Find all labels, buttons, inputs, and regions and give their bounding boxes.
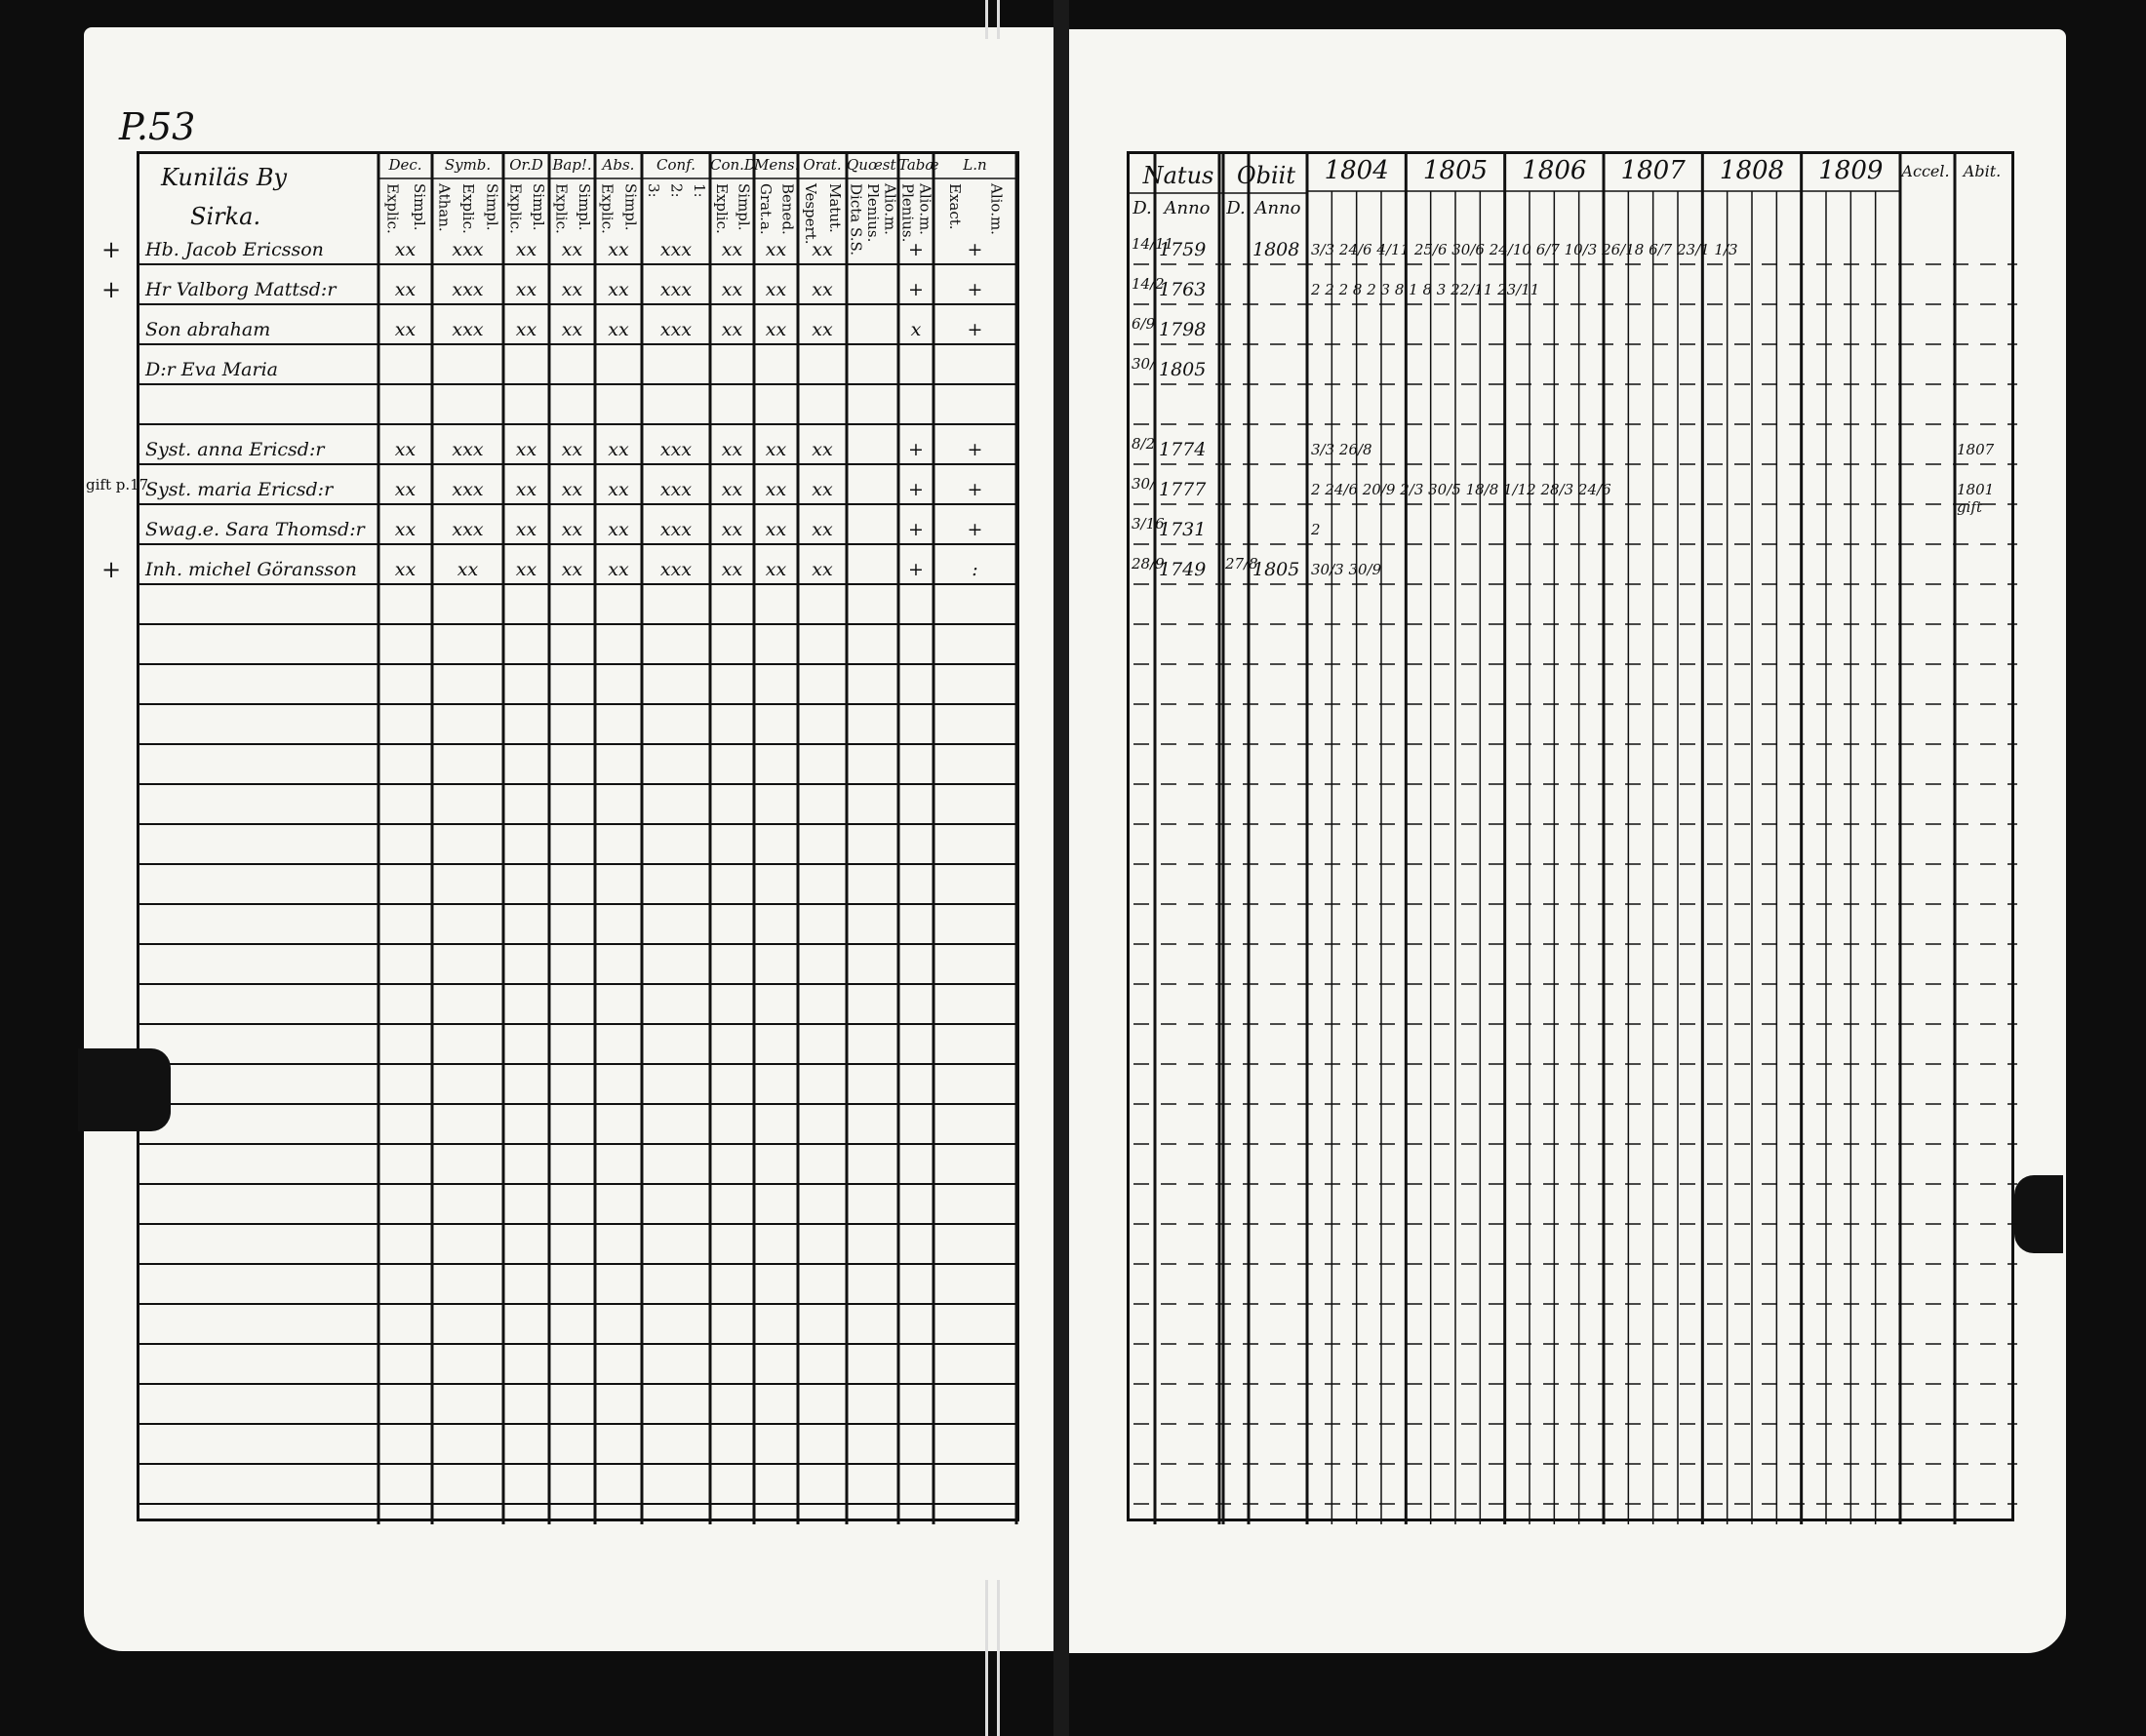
catechism-mark: xx	[394, 559, 417, 580]
birth-year: 1749	[1159, 559, 1207, 580]
column-subheader: Explic.	[712, 183, 731, 234]
catechism-mark: xxx	[659, 479, 693, 500]
abit-entry: 1807	[1957, 441, 1995, 458]
year-entries: 30/3 30/9	[1311, 561, 1382, 578]
column-subheader: Explic.	[598, 183, 616, 234]
catechism-mark: xxx	[659, 439, 693, 460]
death-year: 1808	[1252, 239, 1300, 260]
catechism-mark: +	[908, 279, 924, 300]
catechism-mark: xxx	[659, 519, 693, 540]
column-header-11: L.n	[963, 156, 987, 174]
obiit-header: Obiit	[1236, 162, 1296, 189]
page-clip	[2014, 1175, 2063, 1253]
catechism-mark: +	[908, 239, 924, 260]
catechism-mark: xx	[765, 559, 787, 580]
catechism-mark: xx	[812, 279, 833, 300]
margin-note: +	[101, 276, 122, 303]
column-header-5: Conf.	[656, 156, 695, 174]
column-subheader: Simpl.	[575, 183, 593, 231]
birth-year: 1805	[1159, 359, 1207, 380]
margin-note: +	[101, 556, 122, 583]
abit-header: Abit.	[1963, 162, 2002, 180]
birth-day: 30/	[1132, 475, 1156, 493]
catechism-mark: xx	[765, 319, 787, 340]
catechism-mark: xxx	[452, 239, 484, 260]
catechism-mark: xx	[394, 239, 417, 260]
catechism-mark: xx	[765, 279, 787, 300]
catechism-mark: xx	[561, 239, 583, 260]
catechetical-register-table	[137, 151, 1019, 1521]
binding-thread	[997, 0, 1000, 39]
catechism-mark: xx	[721, 559, 743, 580]
column-header-8: Orat.	[803, 156, 842, 174]
person-name: Syst. maria Ericsd:r	[145, 479, 334, 500]
catechism-mark: xx	[765, 479, 787, 500]
column-subheader: Simpl.	[410, 183, 428, 231]
column-header-0: Dec.	[388, 156, 422, 174]
catechism-mark: xx	[765, 519, 787, 540]
birth-year: 1798	[1159, 319, 1207, 340]
catechism-mark: xx	[515, 319, 537, 340]
catechism-mark: xx	[515, 239, 537, 260]
catechism-mark: xx	[394, 519, 417, 540]
catechism-mark: xx	[457, 559, 479, 580]
catechism-mark: xx	[608, 239, 629, 260]
catechism-mark: xx	[515, 279, 537, 300]
catechism-mark: xx	[561, 439, 583, 460]
year-entries: 2	[1311, 521, 1321, 538]
catechism-mark: xx	[394, 319, 417, 340]
book-gutter	[1053, 0, 1069, 1736]
catechism-mark: xxx	[659, 279, 693, 300]
catechism-mark: +	[967, 439, 983, 460]
right-ruling	[1130, 154, 2017, 1524]
catechism-mark: xx	[721, 279, 743, 300]
catechism-mark: xx	[721, 479, 743, 500]
catechism-mark: xx	[515, 479, 537, 500]
birth-year: 1759	[1159, 239, 1207, 260]
catechism-mark: xx	[812, 239, 833, 260]
page-number: P.53	[119, 105, 196, 148]
catechism-mark: +	[908, 519, 924, 540]
abit-entry: 1801 gift	[1957, 481, 1995, 516]
catechism-mark: xxx	[659, 319, 693, 340]
year-entries: 2 2 2 8 2 3 8 1 8 3 22/11 23/11	[1311, 281, 1540, 298]
accel-header: Accel.	[1901, 162, 1950, 180]
column-subheader: Bened.	[778, 183, 797, 235]
column-subheader: Alio.m.	[987, 183, 1006, 235]
catechism-mark: xxx	[452, 439, 484, 460]
catechism-mark: xx	[608, 519, 629, 540]
birth-year: 1774	[1159, 439, 1207, 460]
column-subheader: Plenius.	[864, 183, 882, 243]
catechism-mark: xxx	[659, 559, 693, 580]
year-header: 1806	[1522, 156, 1587, 185]
catechism-mark: +	[908, 439, 924, 460]
year-header: 1808	[1719, 156, 1785, 185]
birth-year: 1777	[1159, 479, 1207, 500]
catechism-mark: xx	[515, 559, 537, 580]
person-name: Swag.e. Sara Thomsd:r	[145, 519, 365, 540]
catechism-mark: xxx	[452, 279, 484, 300]
column-header-10: Tabæ	[898, 156, 939, 174]
year-header: 1805	[1422, 156, 1489, 185]
column-subheader: 2:	[667, 183, 686, 198]
catechism-mark: xx	[515, 519, 537, 540]
column-subheader: Explic.	[506, 183, 525, 234]
margin-note: +	[101, 236, 122, 263]
column-subheader: Explic.	[552, 183, 571, 234]
catechism-mark: xx	[608, 279, 629, 300]
catechism-mark: +	[908, 479, 924, 500]
column-subheader: Simpl.	[529, 183, 547, 231]
column-subheader: Athan.	[435, 183, 454, 232]
birth-day: 3/16	[1132, 515, 1165, 533]
column-subheader: Exact.	[945, 183, 964, 230]
catechism-mark: :	[972, 559, 978, 580]
catechism-mark: xx	[765, 439, 787, 460]
column-header-1: Symb.	[444, 156, 492, 174]
birth-day: 14/2	[1132, 275, 1165, 293]
catechism-mark: xx	[561, 559, 583, 580]
person-name: Hb. Jacob Ericsson	[145, 239, 324, 260]
catechism-mark: xx	[812, 319, 833, 340]
natus-header: Natus	[1142, 162, 1214, 189]
binding-thread	[985, 0, 988, 39]
birth-day: 28/9	[1132, 555, 1165, 572]
column-subheader: Vespert.	[802, 183, 819, 245]
catechism-mark: xx	[394, 479, 417, 500]
column-subheader: Matut.	[826, 183, 844, 233]
column-header-3: Bap!.	[552, 156, 592, 174]
birth-day: 30/	[1132, 355, 1156, 373]
column-subheader: 3:	[645, 183, 663, 198]
column-subheader: Explic.	[459, 183, 477, 234]
margin-note: gift p.17	[86, 476, 149, 493]
year-entries: 2 24/6 20/9 2/3 30/5 18/8 1/12 28/3 24/6	[1311, 481, 1611, 498]
catechism-mark: +	[967, 279, 983, 300]
person-name: Hr Valborg Mattsd:r	[145, 279, 337, 300]
catechism-mark: x	[910, 319, 922, 340]
catechism-mark: xx	[721, 519, 743, 540]
catechism-mark: xx	[721, 239, 743, 260]
catechism-mark: xxx	[452, 479, 484, 500]
birth-year: 1731	[1159, 519, 1207, 540]
person-name: Son abraham	[145, 319, 271, 340]
catechism-mark: xx	[394, 439, 417, 460]
column-header-6: Con.D	[710, 156, 756, 174]
column-header-2: Or.D	[509, 156, 543, 174]
obiit-year-header: Anno	[1254, 198, 1301, 218]
natus-day-header: D.	[1133, 198, 1152, 218]
catechism-mark: xx	[561, 519, 583, 540]
birth-and-year-table	[1127, 151, 2014, 1521]
catechism-mark: xx	[561, 319, 583, 340]
column-subheader: Alio.m.	[881, 183, 899, 235]
catechism-mark: xx	[765, 239, 787, 260]
catechism-mark: +	[967, 319, 983, 340]
catechism-mark: xx	[812, 559, 833, 580]
column-subheader: Plenius.	[898, 183, 917, 243]
catechism-mark: xx	[608, 479, 629, 500]
catechism-mark: xx	[812, 479, 833, 500]
catechism-mark: xx	[721, 319, 743, 340]
catechism-mark: xx	[721, 439, 743, 460]
death-year: 1805	[1252, 559, 1300, 580]
catechism-mark: xx	[608, 559, 629, 580]
column-header-9: Quœst.	[847, 156, 901, 174]
catechism-mark: xx	[515, 439, 537, 460]
column-subheader: Simpl.	[735, 183, 753, 231]
catechism-mark: +	[908, 559, 924, 580]
year-header: 1804	[1324, 156, 1389, 185]
binding-thread	[997, 1580, 1000, 1736]
column-subheader: Grat.a.	[756, 183, 775, 235]
catechism-mark: xxx	[452, 319, 484, 340]
year-header: 1809	[1818, 156, 1884, 185]
natus-year-header: Anno	[1164, 198, 1211, 218]
catechism-mark: +	[967, 519, 983, 540]
death-day: 27/8	[1225, 555, 1258, 572]
obiit-day-header: D.	[1226, 198, 1246, 218]
year-header: 1807	[1620, 156, 1686, 185]
person-name: Inh. michel Göransson	[145, 559, 357, 580]
person-name: D:r Eva Maria	[145, 359, 278, 380]
column-subheader: Simpl.	[483, 183, 501, 231]
catechism-mark: xx	[812, 519, 833, 540]
birth-day: 6/9	[1132, 315, 1156, 333]
column-subheader: Dicta S.S.	[847, 183, 865, 256]
catechism-mark: +	[967, 239, 983, 260]
year-entries: 3/3 26/8	[1311, 441, 1372, 458]
catechism-mark: xx	[608, 439, 629, 460]
catechism-mark: xx	[394, 279, 417, 300]
column-subheader: Explic.	[383, 183, 402, 234]
catechism-mark: xxx	[452, 519, 484, 540]
year-entries: 3/3 24/6 4/11 25/6 30/6 24/10 6/7 10/3 26/18 6/7 23/1 1/3	[1311, 241, 1738, 258]
catechism-mark: xx	[812, 439, 833, 460]
column-subheader: 1:	[690, 183, 708, 198]
birth-day: 14/11	[1132, 235, 1174, 253]
column-header-7: Mens.	[754, 156, 800, 174]
catechism-mark: xx	[608, 319, 629, 340]
catechism-mark: xx	[561, 479, 583, 500]
village-subtitle: Sirka.	[190, 203, 261, 230]
catechism-mark: +	[967, 479, 983, 500]
village-name: Kuniläs By	[161, 164, 288, 191]
birth-day: 8/2	[1132, 435, 1156, 453]
birth-year: 1763	[1159, 279, 1207, 300]
catechism-mark: xx	[561, 279, 583, 300]
binding-thread	[985, 1580, 988, 1736]
person-name: Syst. anna Ericsd:r	[145, 439, 325, 460]
column-subheader: Simpl.	[621, 183, 640, 231]
catechism-mark: xxx	[659, 239, 693, 260]
column-header-4: Abs.	[602, 156, 635, 174]
column-subheader: Alio.m.	[916, 183, 934, 235]
